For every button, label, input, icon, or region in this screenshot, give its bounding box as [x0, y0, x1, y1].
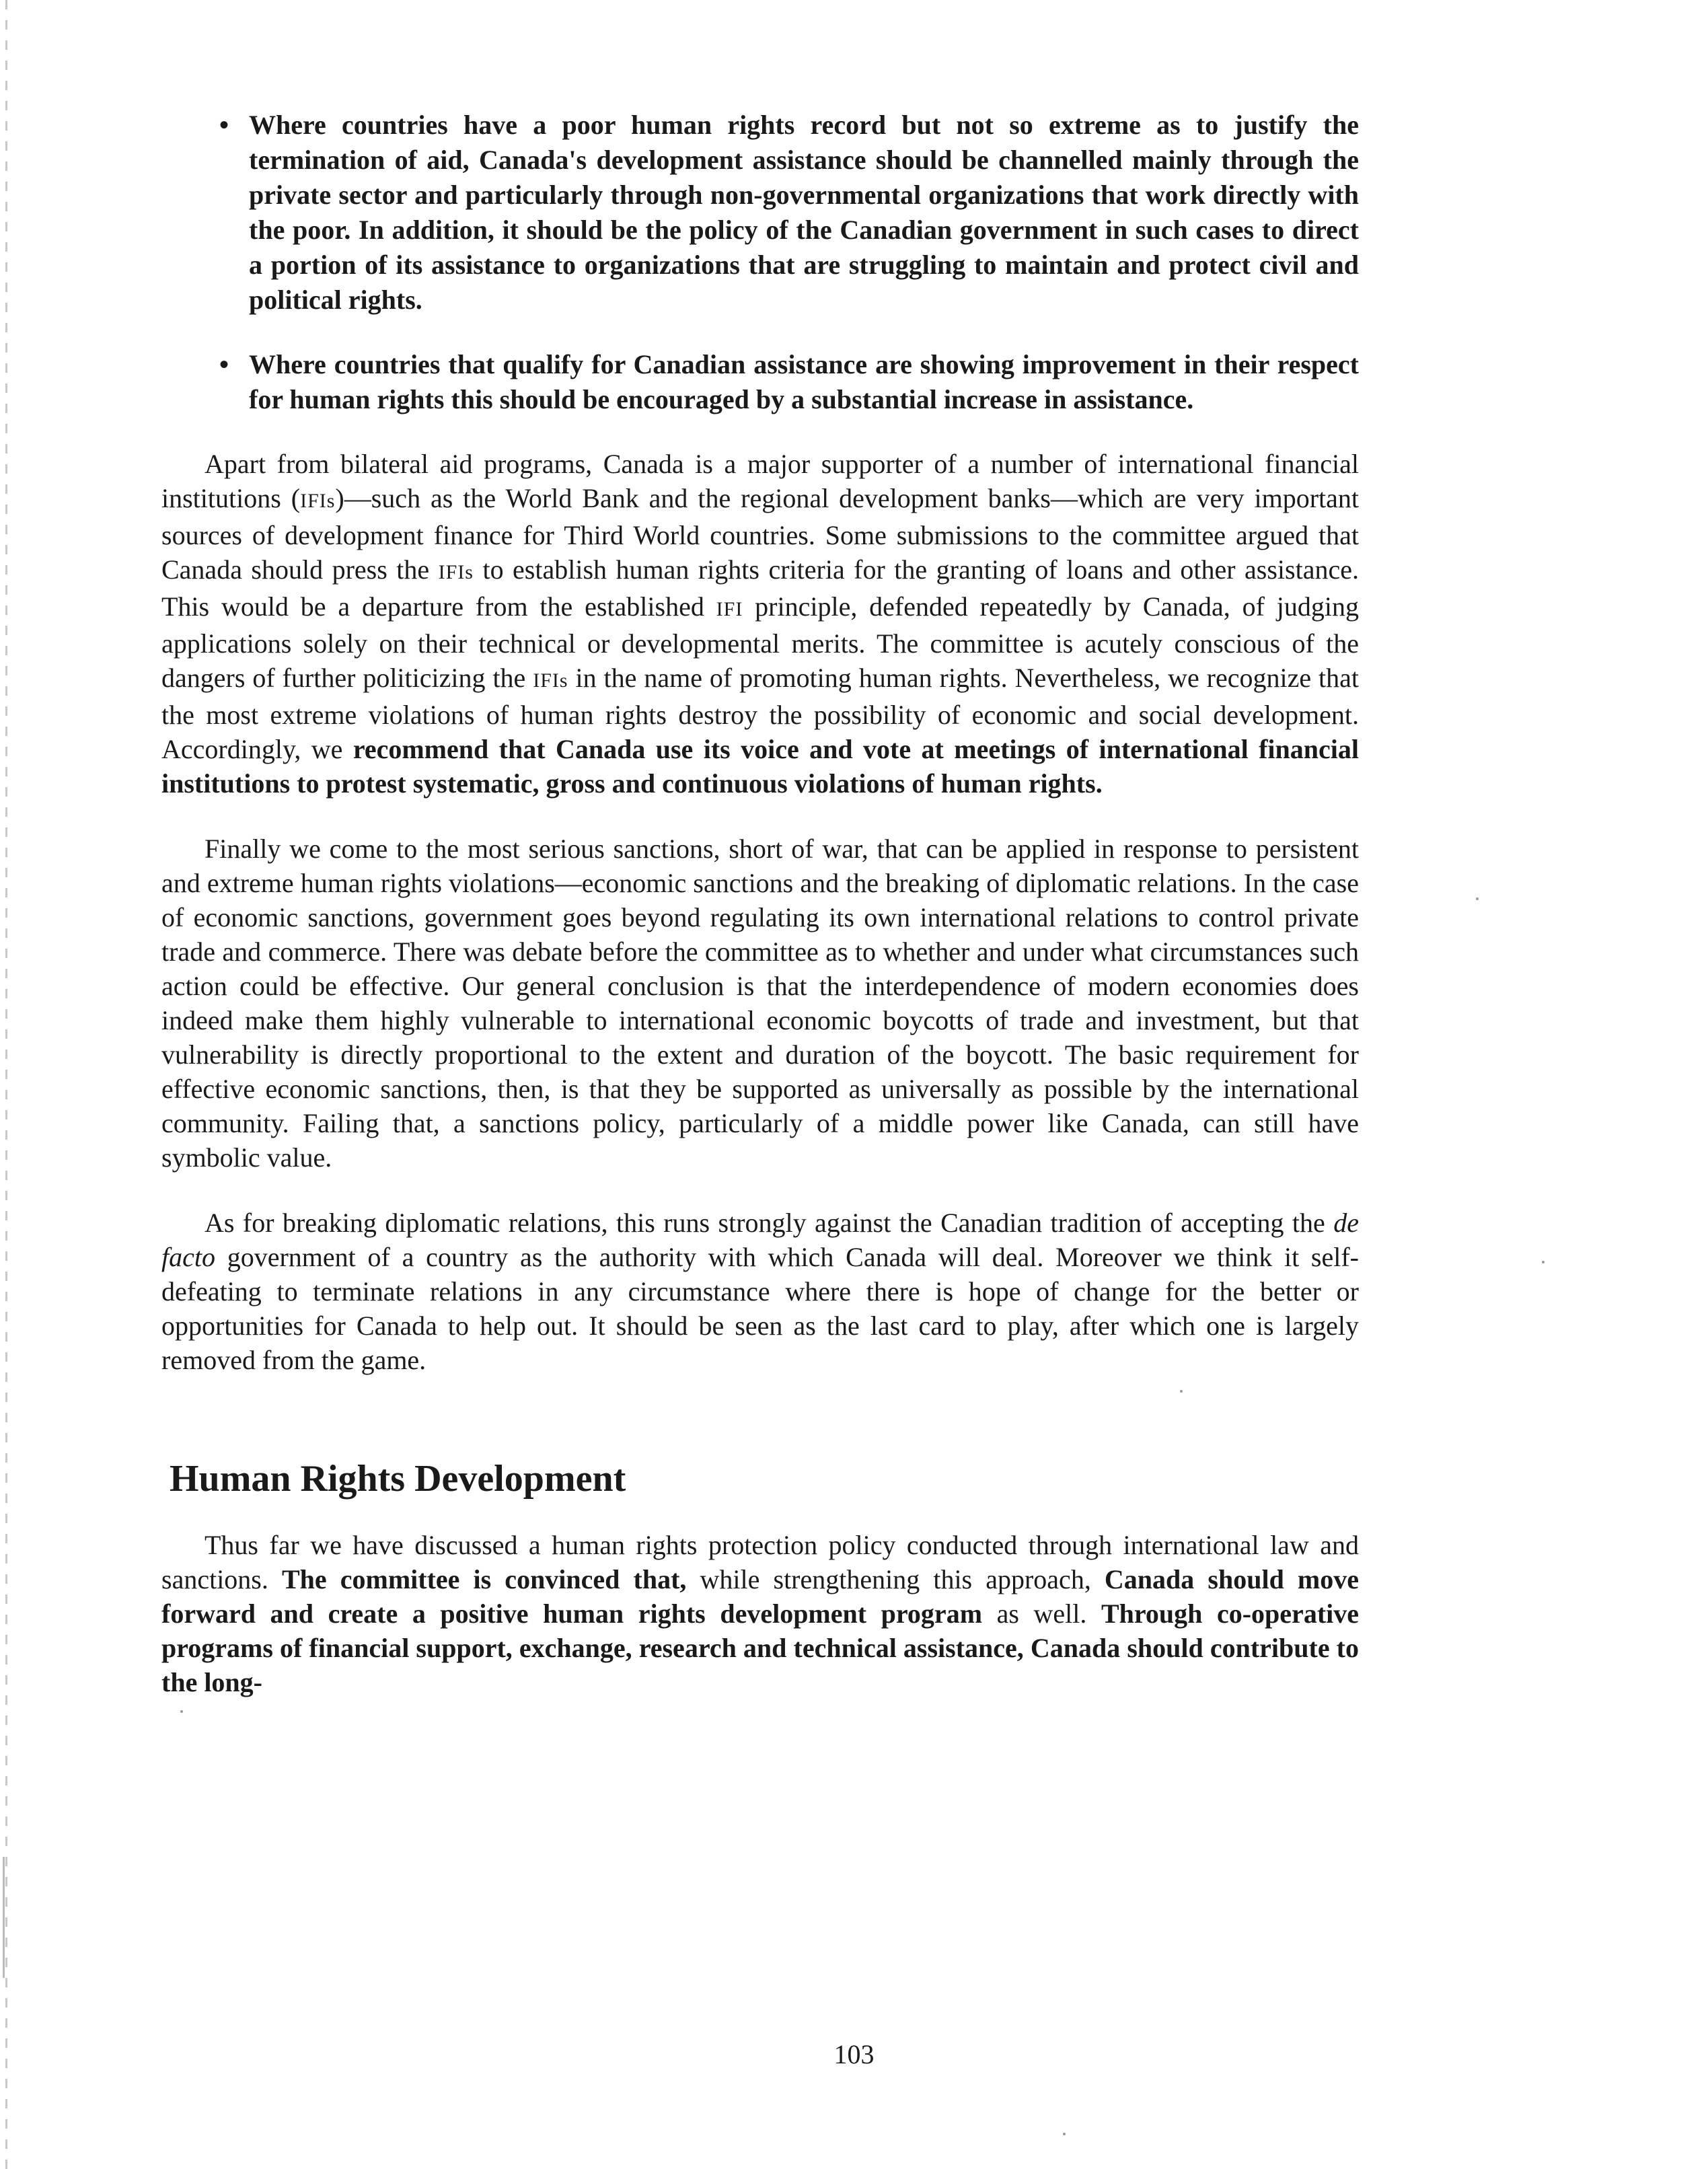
- bullet-item: [219, 108, 1359, 318]
- scan-speck: [180, 1710, 183, 1713]
- scan-speck: [1476, 897, 1479, 900]
- abbreviation: IFI: [716, 598, 743, 620]
- paragraph-ifis: [161, 447, 1359, 801]
- scan-edge-marks: [5, 0, 7, 2169]
- text-run: principle, defended repeatedly by Canada, of judging applications solely on their technical or developmental merits. The committee is acutely conscious of the dangers of further politicizing the: [161, 591, 1359, 693]
- paragraph-diplomatic: [161, 1206, 1359, 1377]
- bullet-text: Where countries have a poor human rights record but not so extreme as to justify the termination of aid, Canada's development assistance should be channelled mainly through the private sector and particularly through non-governmental organizations that work directly with the poor. In addition, it should be the policy of the Canadian government in such cases to direct a portion of its assistance to organizations that are struggling to maintain and protect civil and political rights.: [249, 110, 1359, 315]
- recommendation-bullets: [161, 108, 1359, 417]
- bullet-dot-icon: •: [219, 110, 229, 140]
- abbreviation: IFIs: [438, 561, 474, 583]
- document-body: [161, 108, 1359, 1730]
- bold-text: Canada should move forward and create a positive human rights development program: [161, 1564, 1360, 1629]
- scan-edge-line: [3, 1857, 5, 1978]
- abbreviation: IFIs: [533, 669, 568, 692]
- italic-term: de facto: [161, 1208, 1359, 1272]
- scan-speck: [1542, 1261, 1545, 1263]
- text-run: Thus far we have discussed a human rights protection policy conducted through international law and sanctions.: [161, 1530, 1359, 1594]
- text-run: )—such as the World Bank and the regional development banks—which are very important sources of development finance for Third World countries. Some submissions to the committee argued that Canada should press the: [161, 483, 1359, 585]
- bold-text: Through co-operative programs of financial support, exchange, research and technical assistance, Canada should contribute to the long-: [161, 1598, 1360, 1697]
- text-run: as well.: [982, 1598, 1101, 1629]
- section-heading: Human Rights Development: [170, 1458, 626, 1500]
- text-run: in the name of promoting human rights. Nevertheless, we recognize that the most extreme violations of human rights destroy the possibility of economic and social development. Accordingly, we: [161, 663, 1359, 764]
- text-run: government of a country as the authority with which Canada will deal. Moreover we think it self-defeating to terminate relations in any circumstance where there is hope of change for the better or opportunities for Canada to help out. It should be seen as the last card to play, after which one is largely removed from the game.: [161, 1242, 1359, 1375]
- paragraph-development: [161, 1528, 1359, 1699]
- bullet-dot-icon: •: [219, 349, 229, 379]
- abbreviation: IFIs: [300, 490, 336, 512]
- scan-speck: [1180, 1390, 1183, 1393]
- text-run: to establish human rights criteria for the granting of loans and other assistance. This would be a departure from the established: [161, 554, 1359, 622]
- text-run: Apart from bilateral aid programs, Canada is a major supporter of a number of international financial institutions (: [161, 449, 1359, 513]
- bullet-item: [219, 347, 1359, 417]
- text-run: Finally we come to the most serious sanctions, short of war, that can be applied in response to persistent and extreme human rights violations—economic sanctions and the breaking of diplomatic relations. In the case of economic sanctions, government goes beyond regulating its own international relations to control private trade and commerce. There was debate before the committee as to whether and under what circumstances such action could be effective. Our general conclusion is that the interdependence of modern economies does indeed make them highly vulnerable to international economic boycotts of trade and investment, but that vulnerability is directly proportional to the extent and duration of the boycott. The basic requirement for effective economic sanctions, then, is that they be supported as universally as possible by the international community. Failing that, a sanctions policy, particularly of a middle power like Canada, can still have symbolic value.: [161, 834, 1359, 1173]
- bullet-text: Where countries that qualify for Canadian assistance are showing improvement in their respect for human rights this should be encouraged by a substantial increase in assistance.: [249, 349, 1359, 414]
- paragraph-sanctions: [161, 832, 1359, 1175]
- text-run: while strengthening this approach,: [686, 1564, 1105, 1594]
- scan-speck: [1063, 2133, 1066, 2135]
- page-number: 103: [833, 2039, 875, 2069]
- bold-text: The committee is convinced that,: [281, 1564, 687, 1594]
- recommendation-text: recommend that Canada use its voice and vote at meetings of international financial institutions to protest systematic, gross and continuous violations of human rights.: [161, 734, 1360, 799]
- text-run: As for breaking diplomatic relations, this runs strongly against the Canadian tradition of accepting the: [205, 1208, 1334, 1238]
